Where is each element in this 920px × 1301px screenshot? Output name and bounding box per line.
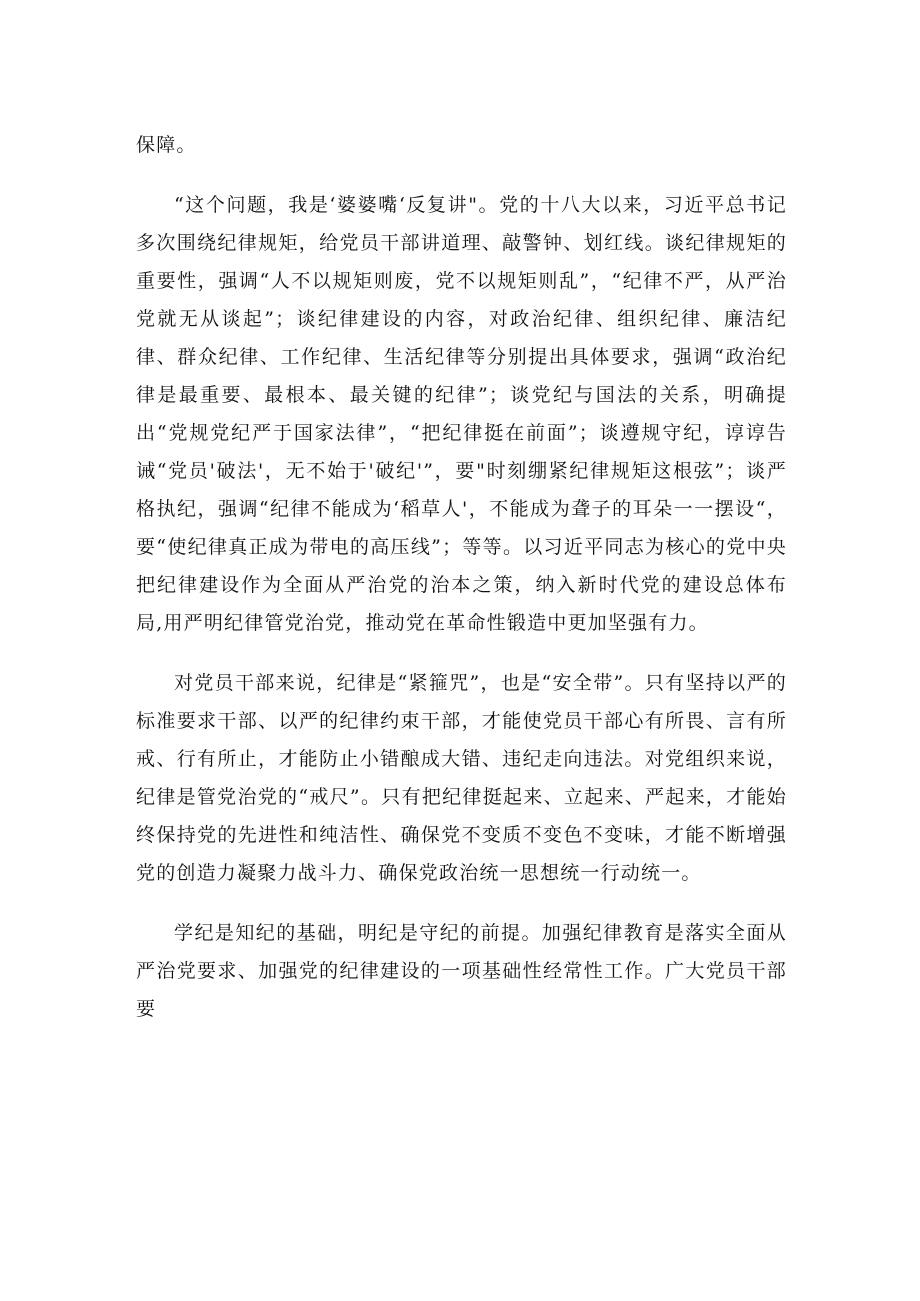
paragraph-1: 保障。 — [136, 134, 197, 156]
paragraph-2: “这个问题，我是‘婆婆嘴‘反复讲"。党的十八大以来，习近平总书记多次围绕纪律规矩，给党员干部讲道理、敲警钟、划红线。谈纪律规矩的重要性，强调“人不以规矩则废，党不以规矩则乱”，“纪律不严，从严治党就无从谈起”；谈纪律建设的内容，对政治纪律、组织纪律、廉洁纪律、群众纪律、工作纪律、生活纪律等分别提出具体要求，强调“政治纪律是最重要、最根本、最关键的纪律”；谈党纪与国法的关系，明确提出“党规党纪严于国家法律”，“把纪律挺在前面”；谈遵规守纪，谆谆告诫“党员'破法'，无不始于'破纪'”，要"时刻绷紧纪律规矩这根弦”；谈严格执纪，强调“纪律不能成为‘稻草人'，不能成为聋子的耳朵一一摆设“，要“使纪律真正成为带电的高压线”；等等。以习近平同志为核心的党中央把纪律建设作为全面从严治党的治本之策，纳入新时代党的建设总体布局,用严明纪律管党治党，推动党在革命性锻造中更加坚强有力。 — [136, 194, 787, 634]
document-body — [136, 126, 787, 1050]
paragraph-4: 学纪是知纪的基础，明纪是守纪的前提。加强纪律教育是落实全面从严治党要求、加强党的纪律建设的一项基础性经常性工作。广大党员干部要 — [136, 922, 787, 1020]
paragraph-3: 对党员干部来说，纪律是“紧箍咒”，也是“安全带”。只有坚持以严的标准要求干部、以严的纪律约束干部，才能使党员干部心有所畏、言有所戒、行有所止，才能防止小错酿成大错、违纪走向违法。对党组织来说，纪律是管党治党的“戒尺”。只有把纪律挺起来、立起来、严起来，才能始终保持党的先进性和纯洁性、确保党不变质不变色不变味，才能不断增强党的创造力凝聚力战斗力、确保党政治统一思想统一行动统一。 — [136, 672, 787, 884]
